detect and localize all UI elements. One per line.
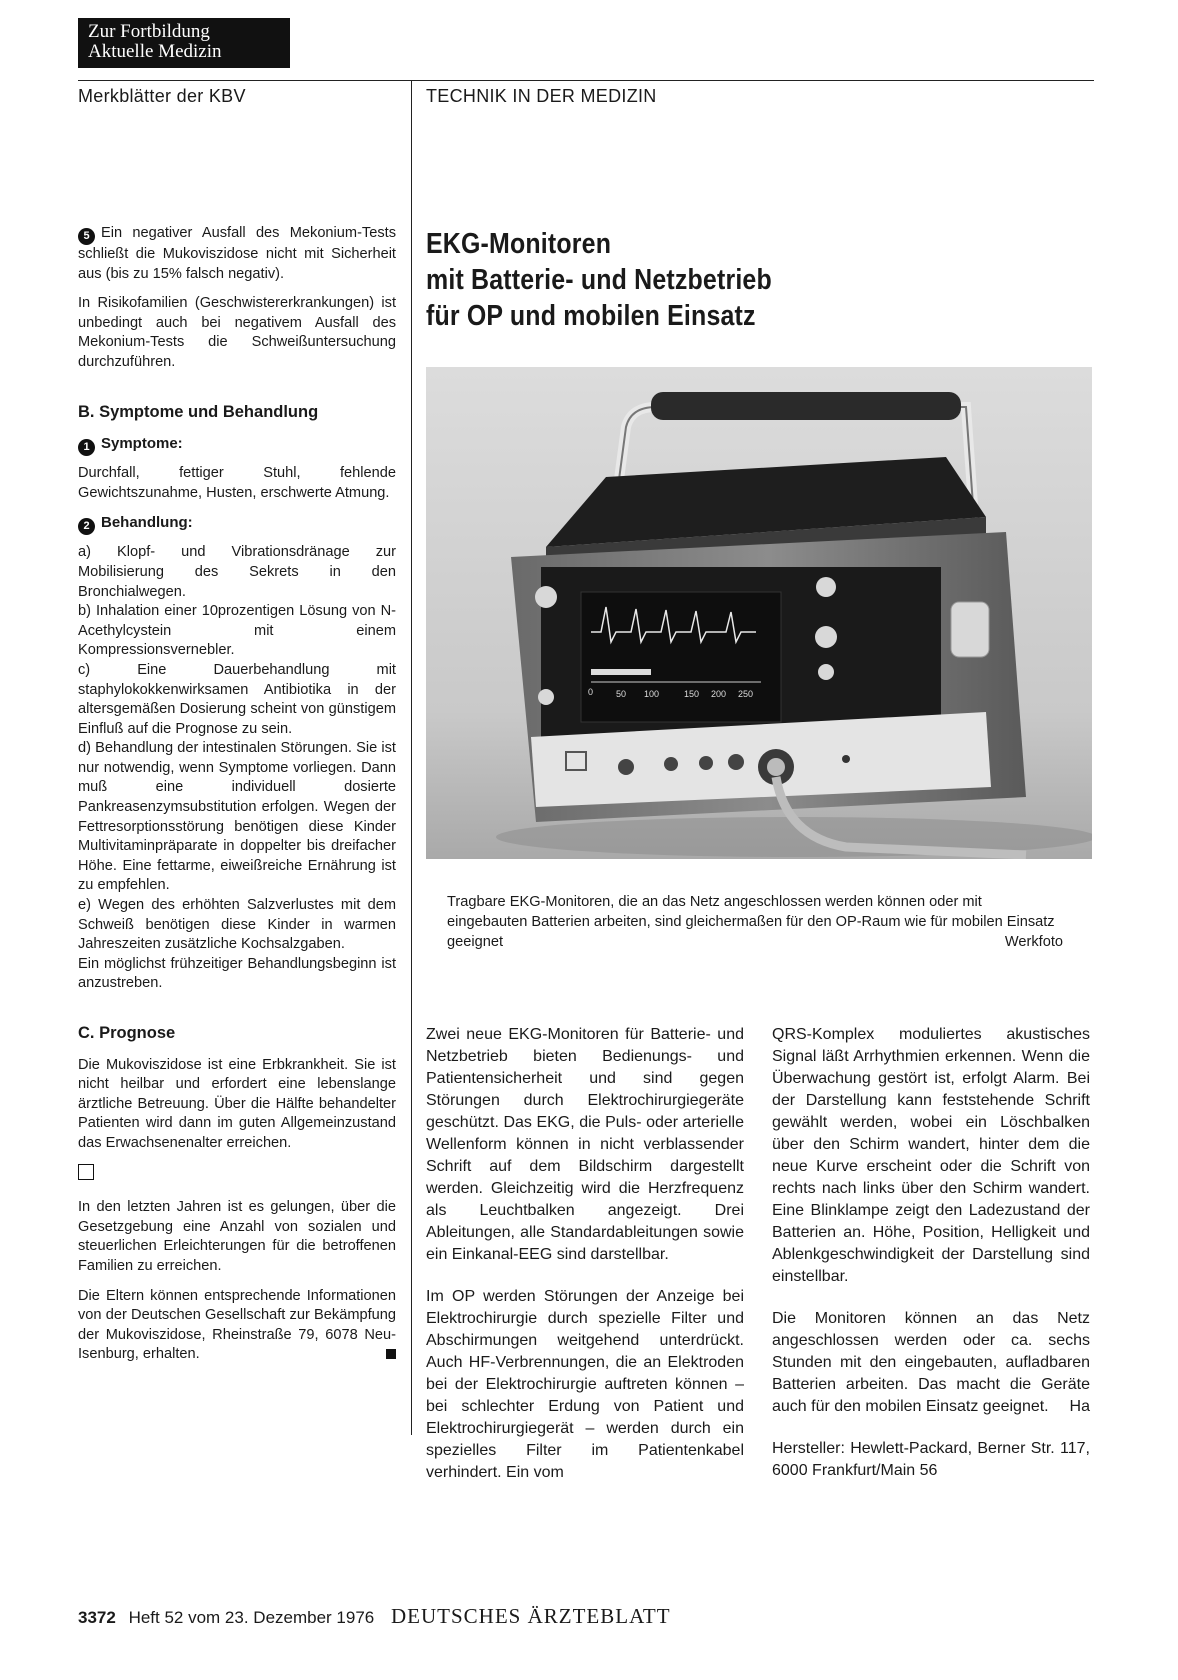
treatment-d: d) Behandlung der intestinalen Störungen. Sie ist nur notwendig, wenn Symptome vorliegen. Dann muß eine individuell dosierte Pankreasenzymsubstitution erfolgen. Wegen der Fettresorptionsstörung benötigen diese Kinder Multivitaminpräparate in doppelter bis dreifacher Höhe. Eine fettarme, eiweißreiche Ernährung ist zu empfehlen. <box>78 740 396 894</box>
risk-paragraph: In Risikofamilien (Geschwistererkrankungen) ist unbedingt auch bei negativem Ausfall des Mekonium-Tests die Schweißuntersuchung durchzuführen. <box>78 295 396 370</box>
treatment-final: Ein möglichst frühzeitiger Behandlungsbeginn ist anzustreben. <box>78 955 396 992</box>
left-section-label: Merkblätter der KBV <box>78 86 246 106</box>
prognosis-text: Die Mukoviszidose ist eine Erbkrankheit. Sie ist nicht heilbar und erfordert eine lebenslange ärztliche Betreuung. Über die Hälfte behandelter Patienten wird dann im guten Allgemeinzustand das Erwachsenenalter erreichen. <box>78 1056 396 1151</box>
header-rule <box>78 80 1094 81</box>
number-5-icon: 5 <box>78 228 95 245</box>
symptoms-text: Durchfall, fettiger Stuhl, fehlende Gewichtszunahme, Husten, erschwerte Atmung. <box>78 465 396 501</box>
issue-info: Heft 52 vom 23. Dezember 1976 <box>128 1608 375 1627</box>
treatment-title: Behandlung: <box>101 514 193 532</box>
treatment-c: c) Eine Dauerbehandlung mit staphylokokkenwirksamen Antibiotika in der altersgemäßen Dosierung scheint von günstigem Einfluß auf die Prognose zu sein. <box>78 661 396 737</box>
article-column-2 <box>772 1024 1090 1502</box>
square-marker-icon <box>78 1164 94 1180</box>
photo-credit: Werkfoto <box>1004 934 1063 950</box>
scale-label: 0 <box>588 687 594 697</box>
title-line-3: für OP und mobilen Einsatz <box>426 300 756 332</box>
prognosis-text-3-content: Die Eltern können entsprechende Informationen von der Deutschen Gesellschaft zur Bekämpfung der Mukoviszidose, Rheinstraße 79, 6078 Neu-Isenburg, erhalten. <box>78 1287 396 1363</box>
photo-caption <box>447 892 1063 952</box>
manufacturer-info: Hersteller: Hewlett-Packard, Berner Str. 117, 6000 Frankfurt/Main 56 <box>772 1440 1090 1479</box>
article-column-1 <box>426 1024 744 1504</box>
scale-label: 50 <box>616 689 627 699</box>
symptoms-heading <box>78 434 396 456</box>
section-b-heading: B. Symptome und Behandlung <box>78 402 319 421</box>
caption-text: Tragbare EKG-Monitoren, die an das Netz angeschlossen werden können oder mit eingebauten Batterien arbeiten, sind gleichermaßen für den OP-Raum wie für mobilen Einsatz geeignet <box>447 894 1055 950</box>
section-badge <box>78 18 290 68</box>
article-paragraph-3: QRS-Komplex moduliertes akustisches Signal läßt Arrhythmien erkennen. Wenn die Überwachung gestört ist, erfolgt Alarm. Bei der Darstellung kann feststehende Schrift gewählt werden, wobei ein Löschbalken über den Schirm wandert, hinter dem die neue Kurve erscheint oder die Schrift von rechts nach links über den Schirm wandert. Eine Blinklampe zeigt den Ladezustand der Batterien an. Höhe, Position, Helligkeit und Ablenkgeschwindigkeit der Darstellung sind einstellbar. <box>772 1026 1090 1285</box>
item-5-text: Ein negativer Ausfall des Mekonium-Tests schließt die Mukoviszidose nicht mit Sicherheit aus (bis zu 15% falsch negativ). <box>78 225 396 282</box>
article-paragraph-4 <box>772 1308 1090 1418</box>
scale-label: 150 <box>684 689 700 699</box>
treatment-a: a) Klopf- und Vibrationsdränage zur Mobilisierung des Sekrets in den Bronchialwegen. <box>78 544 396 600</box>
page-number: 3372 <box>78 1608 116 1627</box>
badge-line-1: Zur Fortbildung <box>88 21 210 42</box>
column-divider <box>411 80 412 1435</box>
treatment-e: e) Wegen des erhöhten Salzverlustes mit dem Schweiß benötigen diese Kinder in warmen Jahreszeiten zusätzliche Kochsalzgaben. <box>78 897 396 953</box>
treatment-b: b) Inhalation einer 10prozentigen Lösung von N-Acethylcystein mit einem Kompressionsvernebler. <box>78 603 396 659</box>
badge-line-2: Aktuelle Medizin <box>88 41 222 62</box>
symptoms-title: Symptome: <box>101 435 183 453</box>
treatment-heading <box>78 513 396 535</box>
scale-label: 100 <box>644 689 660 699</box>
magazine-name: DEUTSCHES ÄRZTEBLATT <box>390 1604 671 1628</box>
scale-label: 200 <box>711 689 727 699</box>
number-1-icon: 1 <box>78 439 95 456</box>
article-title <box>426 226 772 334</box>
section-c-heading: C. Prognose <box>78 1024 176 1042</box>
left-column <box>78 224 396 1375</box>
ekg-monitor-illustration <box>426 367 1092 859</box>
article-paragraph-2: Im OP werden Störungen der Anzeige bei Elektrochirurgie durch spezielle Filter und Abschirmungen weitgehend unterdrückt. Auch HF-Verbrennungen, die an Elektroden bei der Elektrochirurgie auftreten können – bei schlechter Erdung von Patient und Elektrochirurgiegerät – werden durch ein spezielles Filter im Patientenkabel verhindert. Ein vom <box>426 1288 744 1481</box>
number-2-icon: 2 <box>78 518 95 535</box>
title-line-1: EKG-Monitoren <box>426 228 612 260</box>
scale-label: 250 <box>738 689 754 699</box>
title-line-2: mit Batterie- und Netzbetrieb <box>426 264 772 296</box>
page-footer <box>78 1604 671 1629</box>
ekg-monitor-photo <box>426 367 1092 859</box>
author-initials: Ha <box>1069 1398 1090 1415</box>
right-section-label: TECHNIK IN DER MEDIZIN <box>426 86 657 106</box>
prognosis-text-2: In den letzten Jahren ist es gelungen, über die Gesetzgebung eine Anzahl von sozialen und steuerlichen Erleichterungen für die betroffenen Familien zu erreichen. <box>78 1199 396 1274</box>
item-5 <box>78 224 396 284</box>
article-paragraph-1: Zwei neue EKG-Monitoren für Batterie- und Netzbetrieb bieten Bedienungs- und Patientensicherheit und sind gegen Störungen durch Elektrochirurgiegeräte geschützt. Das EKG, die Puls- oder arterielle Wellenform können in nicht verblassender Schrift auf dem Bildschirm dargestellt werden. Gleichzeitig wird die Herzfrequenz als Leuchtbalken angezeigt. Drei Ableitungen, alle Standardableitungen sowie ein Einkanal-EEG sind darstellbar. <box>426 1026 744 1263</box>
end-mark-icon <box>386 1349 396 1359</box>
prognosis-text-3 <box>78 1287 396 1365</box>
article-paragraph-4-text: Die Monitoren können an das Netz angeschlossen werden oder ca. sechs Stunden mit den eingebauten, aufladbaren Batterien arbeiten. Das macht die Geräte auch für den mobilen Einsatz geeignet. <box>772 1310 1090 1415</box>
